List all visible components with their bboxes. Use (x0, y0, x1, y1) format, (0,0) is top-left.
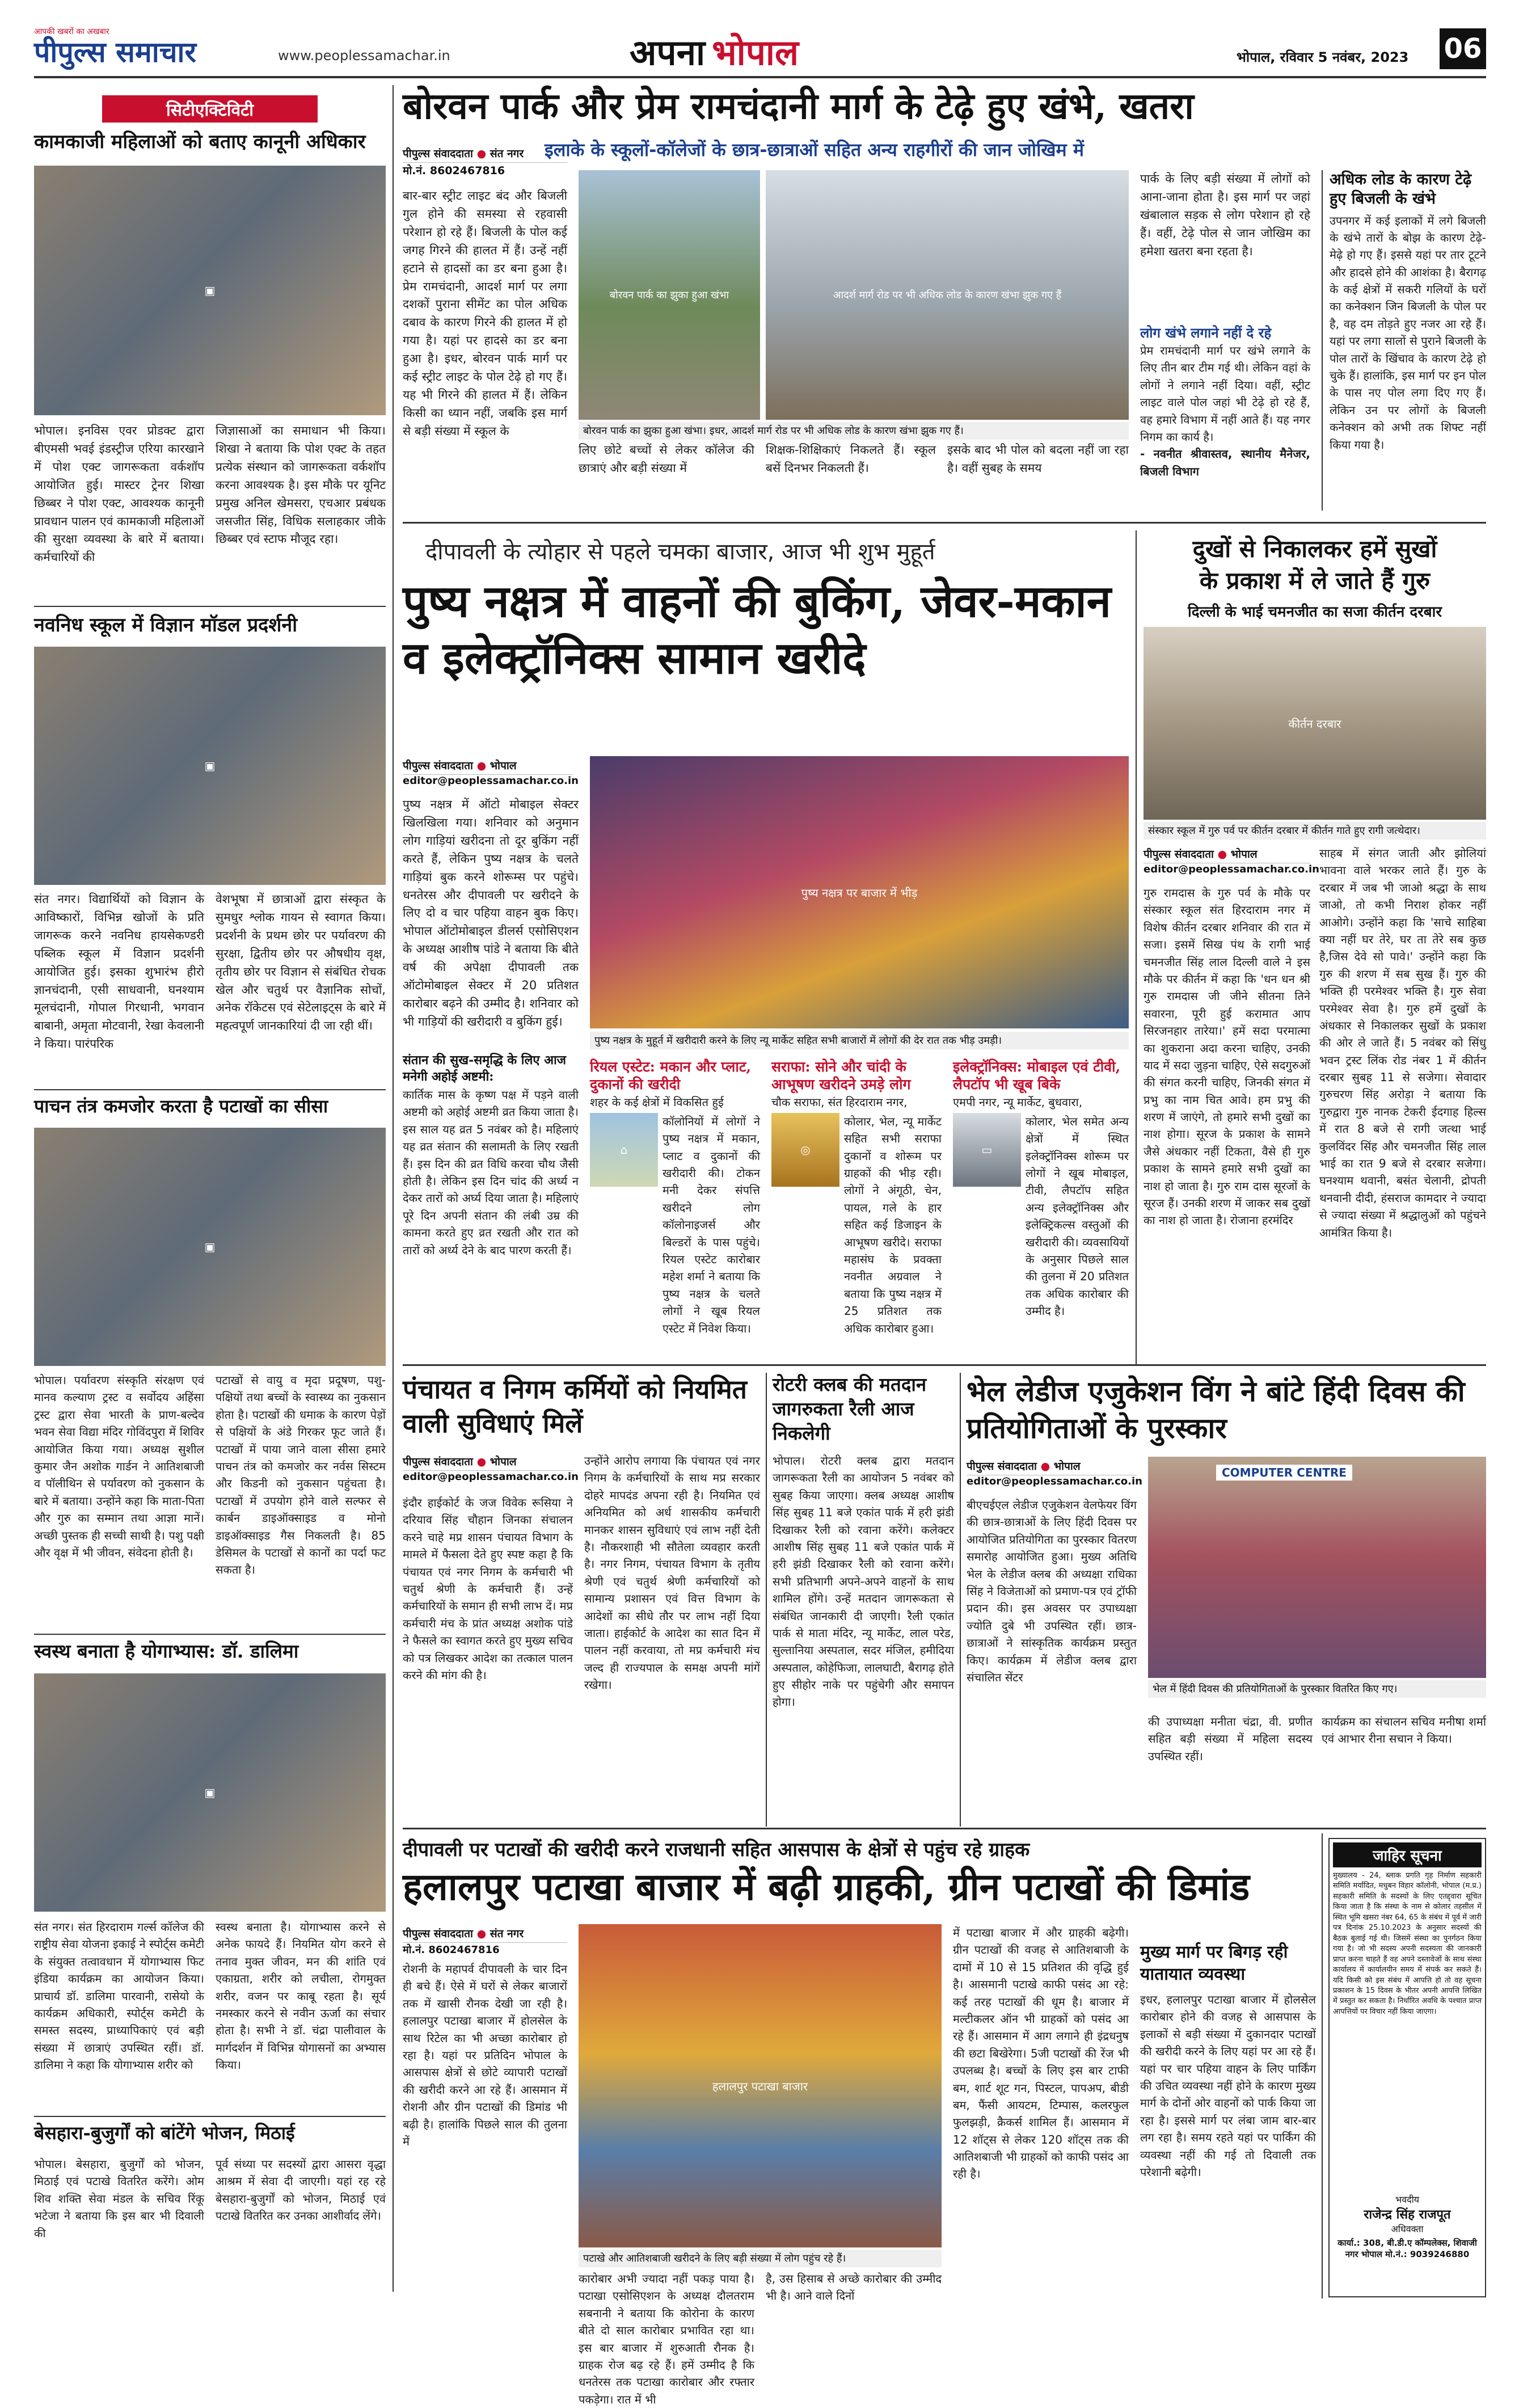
a4-headline: स्वस्थ बनाता है योगाभ्यास: डॉ. डालिमा (34, 1640, 299, 1662)
a5-col1: भोपाल। बेसहारा, बुजुर्गों को भोजन, मिठाई एवं पटाखे वितरित करेंगे। ओम शिव शक्ति सेवा मंडल के सचिव रिंकू भटेजा ने बताया कि इस बार भी दिवाली की (34, 2157, 204, 2240)
rotary-headline: रोटरी क्लब की मतदान जागरुकता रैली आज निकलेगी (773, 1373, 927, 1444)
masthead-tagline: आपकी खबरों का अखबार (34, 27, 109, 36)
masthead (34, 23, 1486, 74)
masthead-url[interactable]: www.peoplessamachar.in (278, 48, 450, 64)
divider (34, 1634, 386, 1635)
electronics-head: इलेक्ट्रॉनिक्स: मोबाइल एवं टीवी, लैपटॉप भी खूब बिके (953, 1058, 1121, 1093)
cracker-photo (579, 1924, 942, 2247)
house-photo (590, 1113, 658, 1187)
ring-icon: ◎ (800, 1142, 811, 1157)
notice-title: जाहिर सूचना (1333, 1842, 1482, 1867)
a3-col2: पटाखों से वायु व मृदा प्रदूषण, पशु-पक्षियों तथा बच्चों के स्वास्थ्य का नुकसान होता है। पटाखों की धमाक के कारण पेड़ों से पक्षियों के अंडे गिरकर फूट जाते हैं। पटाखों में पाया जाने वाला सीसा हमारे पाचन तंत्र को कमजोर कर नर्वस सिस्टम और किडनी को नुकसान पहुंचता है। पटाखों में उपयोग होने वाले सल्फर से कार्बन डाइऑक्साइड व मोनो डाइऑक्साइड गैस निकलती है। 85 डेसिमल के पटाखों से कानों का पर्दा फट सकता है। (216, 1373, 386, 1577)
bhel-photo-caption: भेल में हिंदी दिवस की प्रतियोगिताओं के पुरस्कार वितरित किए गए। (1148, 1680, 1486, 1698)
notice-address: कार्या.: 308, बी.डी.ए कॉम्पलेक्स, शिवाजी नगर भोपाल मो.नं.: 9039246880 (1337, 2238, 1477, 2259)
top-subhead: इलाके के स्कूलों-कॉलेजों के छात्र-छात्राओं सहित अन्य राहगीरों की जान जोखिम में (545, 139, 1084, 161)
a5-headline: बेसहारा-बुजुर्गों को बांटेंगे भोजन, मिठाई (34, 2122, 295, 2144)
top-story (403, 85, 1486, 522)
column-rule (1322, 1833, 1323, 2299)
column-rule (960, 1373, 961, 1827)
masthead-brand[interactable]: पीपुल्स समाचार (34, 35, 196, 69)
lead-photo (590, 756, 1129, 1028)
top-byline: पीपुल्स संवाददाता ● संत नगर मो.नं. 8602467816 (403, 144, 567, 178)
lead-col1: पुष्य नक्षत्र में ऑटो मोबाइल सेक्टर खिलखिला गया। शनिवार को अनुमान लोग गाड़ियां खरीदना तो दूर बुकिंग नहीं करते हैं, लेकिन पुष्य नक्षत्र के चलते गाड़ियां बुक करने शोरूम्स पर पहुंचे। धनतेरस और दीपावली पर खरीदने के लिए दो व चार पहिया वाहन बुक किए। भोपाल ऑटोमोबाइल डीलर्स एसोसिएशन के अध्यक्ष आशीष पांडे ने बताया कि बीते वर्ष की अपेक्षा दीपावली तक ऑटोमोबाइल सेक्टर में 20 प्रतिशत कारोबार बढ़ने की उम्मीद है। शनिवार को भी गाड़ियों की खरीदारी व बुकिंग हुई। (403, 798, 579, 1028)
panchayat-byline: पीपुल्स संवाददाता ● भोपाल editor@peoplessamachar.co.in (403, 1452, 573, 1483)
byline-place: भोपाल (1053, 1460, 1081, 1473)
panchayat-col1: इंदौर हाईकोर्ट के जज विवेक रूसिया ने दरियाव सिंह चौहान जिनका संचालन करने चाहे मप्र शासन पंचायत विभाग के मामले में फैसला देते हुए स्पष्ट कहा है कि पंचायत एवं नगर निगम के कर्मचारी भी चतुर्थ श्रेणी के कर्मचारी हैं। उन्हें कर्मचारियों के समान ही सभी लाभ दें। मप्र कर्मचारी मंच के प्रांत अध्यक्ष अशोक पांडे ने फैसले का स्वागत करते हुए मुख्य सचिव को पत्र लिखकर आदेश का तत्काल पालन करने की मांग की है। (403, 1496, 573, 1682)
photo-icon: ▣ (204, 1240, 216, 1254)
bullion-body: कोलार, भेल, न्यू मार्केट सहित सभी सराफा दुकानों व शोरूम पर ग्राहकों की भीड़ रही। लोगों ने अंगूठी, चेन, पायल, गले के हार सहित कई डिजाइन के आभूषण खरीदे। सराफा महासंघ के प्रवक्ता नवनीत अग्रवाल ने बताया कि पुष्य नक्षत्र में 25 प्रतिशत तक अधिक कारोबार हुआ। (844, 1114, 942, 1335)
lead-col1b: कार्तिक मास के कृष्ण पक्ष में पड़ने वाली अष्टमी को अहोई अष्टमी व्रत किया जाता है। इस साल यह व्रत 5 नवंबर को है। महिलाएं यह व्रत संतान की सलामती के लिए रखती हैं। इस दिन की व्रत विधि करवा चौथ जैसी होती है। लेकिन इस दिन चांद की अर्ध्य न देकर तारों को अर्घ्य दिया जाता है। महिलाएं पूरे दिन अपनी संतान की लंबी उम्र की कामना करते हुए व्रत रखती और रात को तारों को अर्ध्य देने के बाद पारण करती हैं। (403, 1088, 579, 1257)
guru-subhead: दिल्ली के भाई चमनजीत का सजा कीर्तन दरबार (1188, 604, 1442, 621)
byline-place: भोपाल (1230, 848, 1258, 861)
top-headline: बोरवन पार्क और प्रेम रामचंदानी मार्ग के टेढ़े हुए खंभे, खतरा (403, 85, 1194, 128)
realestate-body: कॉलोनियों में लोगों ने पुष्य नक्षत्र में मकान, प्लाट व दुकानों की खरीदारी की। टोकन मनी देकर संपत्ति खरीदने लोग कॉलोनाइजर्स और बिल्डरों के पास पहुंचे। रियल एस्टेट कारोबार महेश शर्मा ने बताया कि पुष्य नक्षत्र के चलते लोगों ने खूब रियल एस्टेट में निवेश किया। (663, 1114, 760, 1335)
traffic-box (1140, 1941, 1316, 2181)
cracker-byline: पीपुल्स संवाददाता ● संत नगर मो.नं. 8602467816 (403, 1924, 567, 1956)
notice-sign-label: भवदीय (1395, 2194, 1420, 2205)
bhel-col-b: कार्यक्रम का संचालन सचिव मनीषा शर्मा एवं आभार रीना सचान ने किया। (1322, 1715, 1486, 1746)
guru-story (1144, 530, 1486, 1364)
byline-name: पीपुल्स संवाददाता (403, 147, 473, 160)
bhel-body: बीएचईएल लेडीज एजुकेशन वेलफेयर विंग की छात्र-छात्राओं के लिए हिंदी दिवस पर आयोजित प्रतियोगिता का पुरस्कार वितरण समारोह आयोजित हुआ। मुख्य अतिथि भेल के लेडीज क्लब की अध्यक्षा राधिका सिंह ने विजेताओं को प्रमाण-पत्र एवं ट्रॉफी प्रदान की। इस अवसर पर उपाध्यक्षा ज्योति दुबे भी उपस्थित रहीं। छात्र-छात्राओं ने सांस्कृतिक कार्यक्रम प्रस्तुत किए। कार्यक्रम में लेडीज क्लब द्वारा संचालित सेंटर (967, 1498, 1137, 1684)
lead-headline: पुष्य नक्षत्र में वाहनों की बुकिंग, जेवर-मकान व इलेक्ट्रॉनिक्स सामान खरीदे (403, 576, 1111, 684)
page-number: 06 (1440, 28, 1486, 69)
guru-headline-2: के प्रकाश में ले जाते हैं गुरु (1199, 567, 1431, 594)
traffic-head: मुख्य मार्ग पर बिगड़ रही यातायात व्यवस्था (1140, 1942, 1288, 1984)
byline-email: editor@peoplessamachar.co.in (1144, 863, 1319, 875)
left-column (34, 85, 386, 2292)
a2-photo (34, 647, 386, 885)
cracker-col3: में पटाखा बाजार में और ग्राहकी बढ़ेगी। ग्रीन पटाखों की वजह से आतिशबाजी के दामों में 10 से 15 प्रतिशत की वृद्धि हुई है। आसमानी पटाखे काफी पसंद आ रहे: कई तरह पटाखों की धूम है। बाजार में मल्टीकलर ऑन भी ग्राहकों को पसंद आ रहे हैं। आसमान में आग लगाने ही इंद्रधनुष की छटा बिखेरेगा। 5जी पटाखों की रेंज भी उपलब्ध है। बच्चों के लिए इस बार टाफी बम, शार्ट शूट गन, पिस्टल, पापअप, बीडी बम, फैंसी आयटम, टिम्पास, कलरफुल फुलझड़ी, क्रैकर्स शामिल हैं। आसमान में 12 शॉट्स से लेकर 120 शॉट्स तक की आतिशबाजी भी ग्राहकों को काफी पसंद आ रही है। (953, 1926, 1129, 2181)
cracker-col2: कारोबार अभी ज्यादा नहीं पकड़ पाया है। पटाखा एसोसिएशन के अध्यक्ष दौलतराम सबनानी ने बताया कि कोरोना के कारण बीते दो साल कारोबार प्रभावित रहा था। इस बार बाजार में शुरुआती रौनक है। ग्राहक रोज बढ़ रहे हैं। हमें उम्मीद है कि धनतेरस तक पटाखा कारोबार और रफ्तार पकड़ेगा। रात में भी (579, 2272, 754, 2406)
top-col4: इसके बाद भी पोल को बदला नहीं जा रहा है। वहीं सुबह के समय (947, 443, 1129, 475)
lead-story (403, 530, 1129, 1364)
bhel-col-a: की उपाध्यक्षा मनीता चंद्रा, वी. प्रणीत सहित बड़ी संख्या में महिला सदस्य उपस्थित रहीं। (1148, 1715, 1313, 1763)
byline-email: editor@peoplessamachar.co.in (967, 1475, 1142, 1487)
electronics-body: कोलार, भेल समेत अन्य क्षेत्रों में स्थित इलेक्ट्रॉनिक्स शोरूम पर लोगों ने खूब मोबाइल, टीवी, लैपटॉप सहित अन्य इलेक्ट्रॉनिक्स और इलेक्ट्रिकल्स वस्तुओं की खरीदारी की। व्यवसायियों के अनुसार पिछले साल की तुलना में 20 प्रतिशत तक अधिक कारोबार की उम्मीद है। (1026, 1114, 1129, 1318)
a5-col2: पूर्व संध्या पर सदस्यों द्वारा आसरा वृद्धा आश्रम में सेवा दी जाएगी। यहां रह रहे बेसहारा-बुजुर्गों को भोजन, मिठाई एवं पटाखे वितरित कर उनका आशीर्वाद लेंगे। (216, 2157, 386, 2223)
lead-photo-caption: पुष्य नक्षत्र के मुहूर्त में खरीदारी करने के लिए न्यू मार्केट सहित सभी बाजारों में लोगों की देर रात तक भीड़ उमड़ी। (590, 1032, 1129, 1049)
guru-photo-label: कीर्तन दरबार (1288, 716, 1341, 731)
guru-headline-1: दुखों से निकालकर हमें सुखों (1192, 535, 1437, 563)
bullion-sub: चौक सराफा, संत हिरदाराम नगर, (771, 1095, 908, 1109)
divider (34, 1089, 386, 1090)
realestate-sub: शहर के कई क्षेत्रों में विकसित हुई (590, 1095, 724, 1109)
realestate-box (590, 1058, 760, 1337)
divider (34, 606, 386, 607)
section-title (630, 32, 799, 71)
bhel-headline: भेल लेडीज एजुकेशन विंग ने बांटे हिंदी दिवस की प्रतियोगिताओं के पुरस्कार (967, 1374, 1465, 1445)
top-col2: लिए छोटे बच्चों से लेकर कॉलेज की छात्राएं और बड़ी संख्या में (579, 443, 754, 475)
officer-quote-head: लोग खंभे लगाने नहीं दे रहे (1140, 324, 1272, 341)
appliance-photo (953, 1113, 1021, 1187)
a4-col2: स्वस्थ बनाता है। योगाभ्यास करने से अनेक फायदे हैं। नियमित योग करने से तनाव मुक्त जीवन, मन की शांति एवं एकाग्रता, शरीर को लचीला, रोगमुक्त शरीर, वजन पर काबू रहता है। सूर्य नमस्कार करने से नवीन ऊर्जा का संचार होता है। सभी ने डॉ. चंद्रा पालीवाल के मार्गदर्शन में विभिन्न योगासनों का अभ्यास किया। (216, 1920, 386, 2072)
top-photo2-label: आदर्श मार्ग रोड पर भी अधिक लोड के कारण खंभा झुक गए हैं (833, 289, 1062, 301)
electronics-sub: एमपी नगर, न्यू मार्केट, बुधवारा, (953, 1095, 1083, 1109)
guru-byline: पीपुल्स संवाददाता ● भोपाल editor@peoplessamachar.co.in (1144, 845, 1310, 875)
bullion-head: सराफा: सोने और चांदी के आभूषण खरीदने उमड़े लोग (771, 1058, 911, 1093)
section-title-b: भोपाल (712, 32, 799, 73)
bhel-story (967, 1373, 1486, 1827)
column-rule (766, 1373, 767, 1827)
computer-centre-sign: COMPUTER CENTRE (1216, 1465, 1352, 1481)
city-activity-kicker: सिटीएक्टिविटी (102, 95, 318, 123)
a1-col1: भोपाल। इनविस एवर प्रोडक्ट द्वारा बीएमसी भवई इंडस्ट्रीज एरिया कारखाने में पोश एक्ट जागरूकता वर्कशॉप आयोजित हुई। मास्टर ट्रेनर शिखा छिब्बर ने पोश एक्ट, आवश्यक कानूनी प्रावधान पालन एवं कामकाजी महिलाओं की सुरक्षा व्यवस्था के बारे में बताया। कर्मचारियों की (34, 424, 204, 564)
section-title-a: अपना (630, 32, 706, 73)
bhel-photo (1148, 1457, 1486, 1678)
house-icon: ⌂ (620, 1142, 628, 1157)
a4-col1: संत नगर। संत हिरदाराम गर्ल्स कॉलेज की राष्ट्रीय सेवा योजना इकाई ने स्पोर्ट्स कमेटी के संयुक्त तत्वावधान में योगाभ्यास फिट इंडिया कार्यक्रम का आयोजन किया। प्राचार्य डॉ. डालिमा पारवानी, रासेयो के कार्यक्रम अधिकारी, स्पोर्ट्स कमेटी के समस्त सदस्य, प्राध्यापिकाएं एवं बड़ी संख्या में छात्राएं उपस्थित रहीं। डॉ. डालिमा ने कहा कि योगाभ्यास शरीर को (34, 1920, 204, 2072)
public-notice (1328, 1838, 1486, 2297)
cracker-col1: रोशनी के महापर्व दीपावली के चार दिन ही बचे हैं। ऐसे में घरों से लेकर बाजारों तक में खासी रौनक देखी जा रही है। हलालपुर पटाखा बाजार में होलसेल के साथ रिटेल का भी अच्छा कारोबार हो रहा है। यहां पर प्रतिदिन भोपाल के आसपास क्षेत्रों से छोटे व्यापारी पटाखों की खरीदी करने आ रहे हैं। आसमान में रोशनी और ग्रीन पटाखों की डिमांड भी बढ़ी है। हालांकि पिछले साल की तुलना में (403, 1962, 567, 2148)
byline-name: पीपुल्स संवाददाता (967, 1460, 1037, 1473)
column-rule (393, 85, 394, 2292)
byline-name: पीपुल्स संवाददाता (403, 1928, 473, 1940)
photo-icon: ▣ (204, 284, 216, 297)
rotary-story (773, 1373, 954, 1827)
rotary-body: भोपाल। रोटरी क्लब द्वारा मतदान जागरूकता रैली का आयोजन 5 नवंबर को सुबह किया जाएगा। क्लब अध्यक्ष आशीष सिंह सुबह 11 बजे एकांत पार्क में हरी झंडी दिखाकर रैली को रवाना करेंगे। कलेक्टर आशीष सिंह सुबह 11 बजे एकांत पार्क में हरी झंडी दिखाकर रैली को रवाना करेंगे। सभी प्रतिभागी अपने-अपने वाहनों के साथ शामिल होंगे। उन्हें मतदान जागरूकता से संबंधित जानकारी दी जाएगी। रैली एकांत पार्क से माता मंदिर, न्यू मार्केट, लाल परेड, सुल्तानिया अस्पताल, सदर मंजिल, हमीदिया अस्पताल, कोहेफिजा, लालघाटी, बैरागढ़ होते हुए सीहोर नाके पर पहुंचेगी और समापन होगा। (773, 1454, 954, 1709)
panchayat-col2: उन्होंने आरोप लगाया कि पंचायत एवं नगर निगम के कर्मचारियों के साथ मप्र सरकार दोहरे मापदंड अपना रही है। नियमित एवं अनियमित को अर्ध शासकीय कर्मचारी मानकर शासन सुविधाएं एवं लाभ नहीं देती है। नौकरशाही भी सौतेला व्यवहार करती है। नगर निगम, पंचायत विभाग के तृतीय श्रेणी एवं चतुर्थ श्रेणी कर्मचारियों को सामान्य प्रशासन एवं वित्त विभाग के आदेशों का सीधे तौर पर लाभ नहीं दिया जाता। हाईकोर्ट के आदेश का सात दिन में पालन नहीं करवाया, तो मप्र कर्मचारी मंच जल्द ही राज्यपाल के समक्ष अपनी मांगें रखेगा। (584, 1454, 760, 1692)
byline-name: पीपुल्स संवाददाता (403, 1456, 473, 1468)
a2-col1: संत नगर। विद्यार्थियों को विज्ञान के आविष्कारों, विभिन्न खोजों के प्रति जागरूक करने नवनिध हायसेकण्डरी पब्लिक स्कूल में विज्ञान प्रदर्शनी आयोजित हुई। इसका शुभारंभ हीरो ज्ञानचंदानी, एसी साधवानी, घनश्याम मूलचंदानी, गोपाल गिरधानी, भगवान बाबानी, अमृता मोटवानी, रेखा केवलानी ने किया। पारंपरिक (34, 892, 204, 1051)
cracker-photo-label: हलालपुर पटाखा बाजार (712, 2079, 808, 2093)
top-photo1-label: बोरवन पार्क का झुका हुआ खंभा (609, 289, 729, 301)
guru-col1: गुरु रामदास के गुरु पर्व के मौके पर संस्कार स्कूल संत हिरदाराम नगर में विशेष कीर्तन दरबार शनिवार की रात में सजा। इसमें सिख पंथ के रागी भाई चमनजीत सिंह लाल दिल्ली वाले ने इस मौके पर कीर्तन में कहा कि 'धन धन श्री गुरु रामदास जी जीने सीतना तिने सवारना, पूरी हुई करामात आप सिरजनहार तारेया।' हमें सदा परमात्मा का शुकराना अदा करना चाहिए, उनकी याद में सदा जुड़ना चाहिए, ऐसे सदगुरुओं की संगत करनी चाहिए, जिनकी संगत में प्रभु का नाम चित आवे। हम प्रभु की शरण में जाएंगे, तो हमारे सभी दुखों का नाश होगा। सूरज के प्रकाश के सामने जैसे अंधकार नहीं टिकता, वैसे ही गुरु प्रकाश के सामने हमारे सभी दुखों का नाश हो जाता है। गुरु राम दास सूरजों के सूरज हैं। उनकी शरण में जाकर सब दुखों का नाश हो जाता है। रोजाना हरमंदिर (1144, 886, 1310, 1228)
overload-box-body: उपनगर में कई इलाकों में लगे बिजली के खंभे तारों के बोझ के कारण टेढ़े-मेढ़े हो गए हैं। इससे यहां पर तार टूटने और हादसे होने की आशंका है। बैरागढ़ के कई क्षेत्रों में सकरी गलियों के घरों का कनेक्शन जिन बिजली के पोल पर है, वह दम तोड़ते हुए नजर आ रहे हैं। यहां पर लगा सालों से पुराने बिजली के पोल तारों के खिंचाव के कारण टेढ़े हो चुके हैं। हालांकि, इस मार्ग पर इन पोल के पास नए पोल लगा दिए गए हैं। लेकिन उन पर लोगों के बिजली कनेक्शन को अभी तक शिफ्ट नहीं किया गया है। (1330, 213, 1486, 452)
bhel-byline: पीपुल्स संवाददाता ● भोपाल editor@peoplessamachar.co.in (967, 1457, 1137, 1487)
bullion-box (771, 1058, 942, 1337)
divider (403, 1364, 1486, 1366)
guru-photo (1144, 627, 1486, 820)
a2-col2: वेशभूषा में छात्राओं द्वारा संस्कृत के सुमधुर श्लोक गायन से स्वागत किया। प्रदर्शनी के प्रथम छोर पर पर्यावरण की सुरक्षा, द्वितीय छोर पर औषधीय वृक्ष, तृतीय छोर पर विज्ञान से संबंधित रोचक खेल और चतुर्थ पर वैज्ञानिक सोचों, अनेक रॉकेटस एवं सेटेलाइट्स के बारे में महत्वपूर्ण जानकारियां दी जा रही थीं। (216, 892, 386, 1033)
byline-mobile: मो.नं. 8602467816 (403, 1944, 500, 1956)
notice-sign-name: राजेन्द्र सिंह राजपूत (1364, 2208, 1451, 2222)
a1-headline: कामकाजी महिलाओं को बताए कानूनी अधिकार (34, 130, 366, 153)
guru-col2: साहब में संगत जाती और झोलियां भावना वाले भरकर लाते हैं। गुरु के दरबार में जब भी जाओ श्रद्धा के साथ जाओ, तो कभी निराश होकर नहीं आओगे। उन्होंने कहा कि 'साचे साहिबा क्या नहीं घर तेरे, घर ता तेरे सब कुछ है,जिस देवे सो पावे।' उन्होंने कहा कि गुरु की शरण में सब सुख हैं। गुरु की भक्ति ही परमेश्वर भक्ति है। गुरु सेवा परमेश्वर सेवा है। गुरु हमें दुखों के अंधकार से निकालकर सुखों के प्रकाश की ओर ले जाते हैं। 5 नवंबर को सिंधु भवन ट्रस्ट लिंक रोड नंबर 1 में कीर्तन दरबार सुबह 11 से सजेगा। सेवादार गुरुचरण सिंह अरोड़ा ने बताया कि गुरुद्वारा गुरु नानक टेकरी ईदगाह हिल्स में रात 8 बजे से रागी जत्था भाई कुलविंदर सिंह और चमनजीत सिंह लाल भाई का रात 9 बजे से दरबार सजेगा। घनश्याम थवानी, बसंत चेलानी, द्रोपती थनवानी दीदी, हंसराज कामदार ने ज्यादा से ज्यादा संख्या में श्रद्धालुओं को पहुंचने आमंत्रित किया है। (1319, 846, 1486, 1239)
top-col3: शिक्षक-शिक्षिकाएं निकलते हैं। स्कूल बसें दिनभर निकलती हैं। (766, 443, 936, 475)
guru-photo-caption: संस्कार स्कूल में गुरु पर्व पर कीर्तन दरबार में कीर्तन गाते हुए रागी जत्थेदार। (1144, 822, 1486, 840)
divider (403, 1828, 1486, 1829)
realestate-head: रियल एस्टेट: मकान और प्लाट, दुकानों की खरीदी (590, 1058, 752, 1093)
panchayat-headline: पंचायत व निगम कर्मियों को नियमित वाली सुविधाएं मिलें (403, 1374, 748, 1439)
byline-email: editor@peoplessamachar.co.in (403, 1471, 579, 1483)
masthead-rule (34, 76, 1486, 78)
column-rule (1136, 530, 1137, 1364)
lead-byline: पीपुल्स संवाददाता ● भोपाल editor@peoplessamachar.co.in (403, 756, 573, 787)
a1-col2: जिज्ञासाओं का समाधान भी किया। शिखा ने बताया कि पोश एक्ट के तहत प्रत्येक संस्थान को जागरूकता वर्कशॉप करना आवश्यक है। इस मौके पर यूनिट प्रमुख अनिल खेमसरा, एचआर प्रबंधक जसजीत सिंह, विधिक सलाहकार जीके छिब्बर एवं स्टाफ मौजूद रहा। (216, 424, 386, 546)
a3-photo (34, 1128, 386, 1366)
cracker-photo-caption: पटाखे और आतिशबाजी खरीदने के लिए बड़ी संख्या में लोग पहुंच रहे हैं। (579, 2250, 942, 2267)
byline-place: भोपाल (490, 760, 517, 772)
traffic-body: इधर, हलालपुर पटाखा बाजार में होलसेल कारोबार होने की वजह से आसपास के इलाकों से बड़ी संख्या में दुकानदार पटाखों की खरीदी करने के लिए यहां पर आ रहे हैं। यहां पर चार पहिया वाहन के लिए पार्किंग की उचित व्यवस्था नहीं होने के कारण मुख्य मार्ग के दोनों ओर वाहनों को पार्क किया जा रहा है। इससे मार्ग पर लंबा जाम बार-बार लग रहा है। समय रहते यहां पर पार्किंग की व्यवस्था नहीं की गई तो दिवाली तक परेशानी बढ़ेगी। (1140, 1993, 1316, 2179)
lead-photo-label: पुष्य नक्षत्र पर बाजार में भीड़ (801, 885, 918, 900)
photo-icon: ▣ (204, 759, 216, 773)
electronics-box (953, 1058, 1129, 1320)
notice-body: मुख्यालय - 24, ब्लाक प्रगति गृह निर्माण सहकारी समिति मर्यादित, मधुबन विहार कॉलोनी, भोपाल (म.प्र.) सहकारी समिति के सदस्यों के लिए एतद्द्वारा सूचित किया जाता है कि संस्था के नाम से कोलार तहसील में स्थित भूमि खसरा नंबर 64, 65 के संबंध में पूर्व में जारी पत्र दिनांक 25.10.2023 के अनुसार सदस्यों की बैठक बुलाई गई थी। जिसमें संस्था का पुनर्गठन किया गया है। जो भी सदस्य अपनी सदस्यता की जानकारी प्राप्त करना चाहते हैं वह अपने दस्तावेजों के साथ संस्था कार्यालय में कार्यालयीन समय में संपर्क कर सकते हैं। यदि किसी को इस संबंध में आपत्ति हो तो वह सूचना प्रकाशन के 15 दिवस के भीतर अपनी आपत्ति लिखित में प्रस्तुत कर सकता है। निर्धारित अवधि के पश्चात प्राप्त आपत्तियों पर विचार नहीं किया जाएगा। (1333, 1871, 1482, 2016)
byline-place: संत नगर (490, 147, 524, 160)
tv-icon: ▭ (981, 1142, 993, 1157)
a2-headline: नवनिध स्कूल में विज्ञान मॉडल प्रदर्शनी (34, 614, 298, 636)
divider (403, 522, 1486, 524)
cracker-headline: हलालपुर पटाखा बाजार में बढ़ी ग्राहकी, ग्रीन पटाखों की डिमांड (403, 1865, 1250, 1909)
officer-quote-sign: - नवनीत श्रीवास्तव, स्थानीय मैनेजर, बिजली विभाग (1140, 447, 1310, 478)
panchayat-story (403, 1373, 760, 1838)
byline-place: भोपाल (490, 1456, 517, 1468)
cracker-story (403, 1833, 1316, 2406)
overload-box (1322, 170, 1486, 511)
a1-photo (34, 166, 386, 415)
a4-photo (34, 1673, 386, 1912)
top-col1: बार-बार स्ट्रीट लाइट बंद और बिजली गुल होने की समस्या से रहवासी परेशान हो रहे हैं। बिजली के पोल कई जगह गिरने की हालत में हैं। उन्हें नहीं हटाने से हादसों का डर बना हुआ है। प्रेम रामचंदानी, आदर्श मार्ग पर लगा दशकों पुराना सीमेंट का पोल अधिक दबाव के कारण गिरने की हालत में हो गया है। यहां पर हादसे का डर बना हुआ है। इधर, बोरवन पार्क मार्ग पर कई स्ट्रीट लाइट के पोल टेढ़े हो गए हैं। यह भी गिरने की हालत में हैं। लेकिन किसी का ध्यान नहीं, जबकि इस मार्ग से बड़ी संख्या में स्कूल के (403, 189, 567, 438)
byline-place: संत नगर (490, 1928, 524, 1940)
top-col5: पार्क के लिए बड़ी संख्या में लोगों को आना-जाना होता है। इस मार्ग पर जहां खंबालाल सड़क से लोग परेशान हो रहे हैं। वहीं, टेढ़े पोल से जान जोखिम का हमेशा खतरा बना रहता है। (1140, 172, 1310, 258)
officer-quote-body: प्रेम रामचंदानी मार्ग पर खंभे लगाने के लिए तीन बार टीम गई थी। लेकिन वहां के लोगों ने लगाने नहीं दिया। वहीं, स्ट्रीट लाइट वाले पोल जहां भी टेढ़े हो रहे हैं, वह हमारे विभाग में नहीं आते हैं। यह नगर निगम का कार्य है। (1140, 344, 1310, 444)
byline-mobile: मो.नं. 8602467816 (403, 165, 505, 177)
a3-col1: भोपाल। पर्यावरण संस्कृति संरक्षण एवं मानव कल्याण ट्रस्ट व सर्वोदय अहिंसा ट्रस्ट द्वारा सेवा भारती के प्राण-बल्देव भवन सेवा विद्या मंदिर गोविंदपुरा में शिविर आयोजित किया गया। अध्यक्ष सुशील कुमार जैन अशोक गार्डन ने आतिशबाजी व पॉलीथिन से पर्यावरण को नुकसान के बारे में बताया। उन्होंने कहा कि माता-पिता और गुरु का सम्मान तथा आज्ञा मानें। अच्छी पुस्तक ही सच्ची साथी है। पशु पक्षी और वृक्ष में भी जीवन, संवेदना होती है। (34, 1373, 204, 1559)
top-photo1 (579, 170, 760, 420)
officer-quote (1140, 323, 1310, 480)
cracker-col4: है, उस हिसाब से अच्छे कारोबार की उम्मीद भी है। आने वाले दिनों (766, 2272, 942, 2303)
photo-icon: ▣ (204, 1786, 216, 1799)
lead-kicker: दीपावली के त्योहार से पहले चमका बाजार, आज भी शुभ मुहूर्त (425, 539, 935, 565)
byline-name: पीपुल्स संवाददाता (1144, 848, 1214, 861)
cracker-kicker: दीपावली पर पटाखों की खरीदी करने राजधानी सहित आसपास के क्षेत्रों से पहुंच रहे ग्राहक (403, 1838, 1030, 1861)
byline-name: पीपुल्स संवाददाता (403, 760, 473, 772)
overload-box-head: अधिक लोड के कारण टेढ़े हुए बिजली के खंभे (1330, 171, 1472, 208)
divider (34, 2116, 386, 2117)
dateline: भोपाल, रविवार 5 नवंबर, 2023 (1237, 49, 1409, 65)
notice-sign-title: अधिवक्ता (1391, 2224, 1424, 2234)
byline-email: editor@peoplessamachar.co.in (403, 775, 579, 787)
jewellery-photo (771, 1113, 839, 1187)
top-photo2 (766, 170, 1129, 420)
top-photo-caption: बोरवन पार्क का झुका हुआ खंभा। इधर, आदर्श मार्ग रोड पर भी अधिक लोड के कारण खंभा झुक गए हैं। (579, 422, 1129, 440)
a3-headline: पाचन तंत्र कमजोर करता है पटाखों का सीसा (34, 1095, 328, 1117)
lead-ahoi-subhead: संतान की सुख-समृद्धि के लिए आज मनेगी अहोई अष्टमी: (403, 1053, 566, 1084)
